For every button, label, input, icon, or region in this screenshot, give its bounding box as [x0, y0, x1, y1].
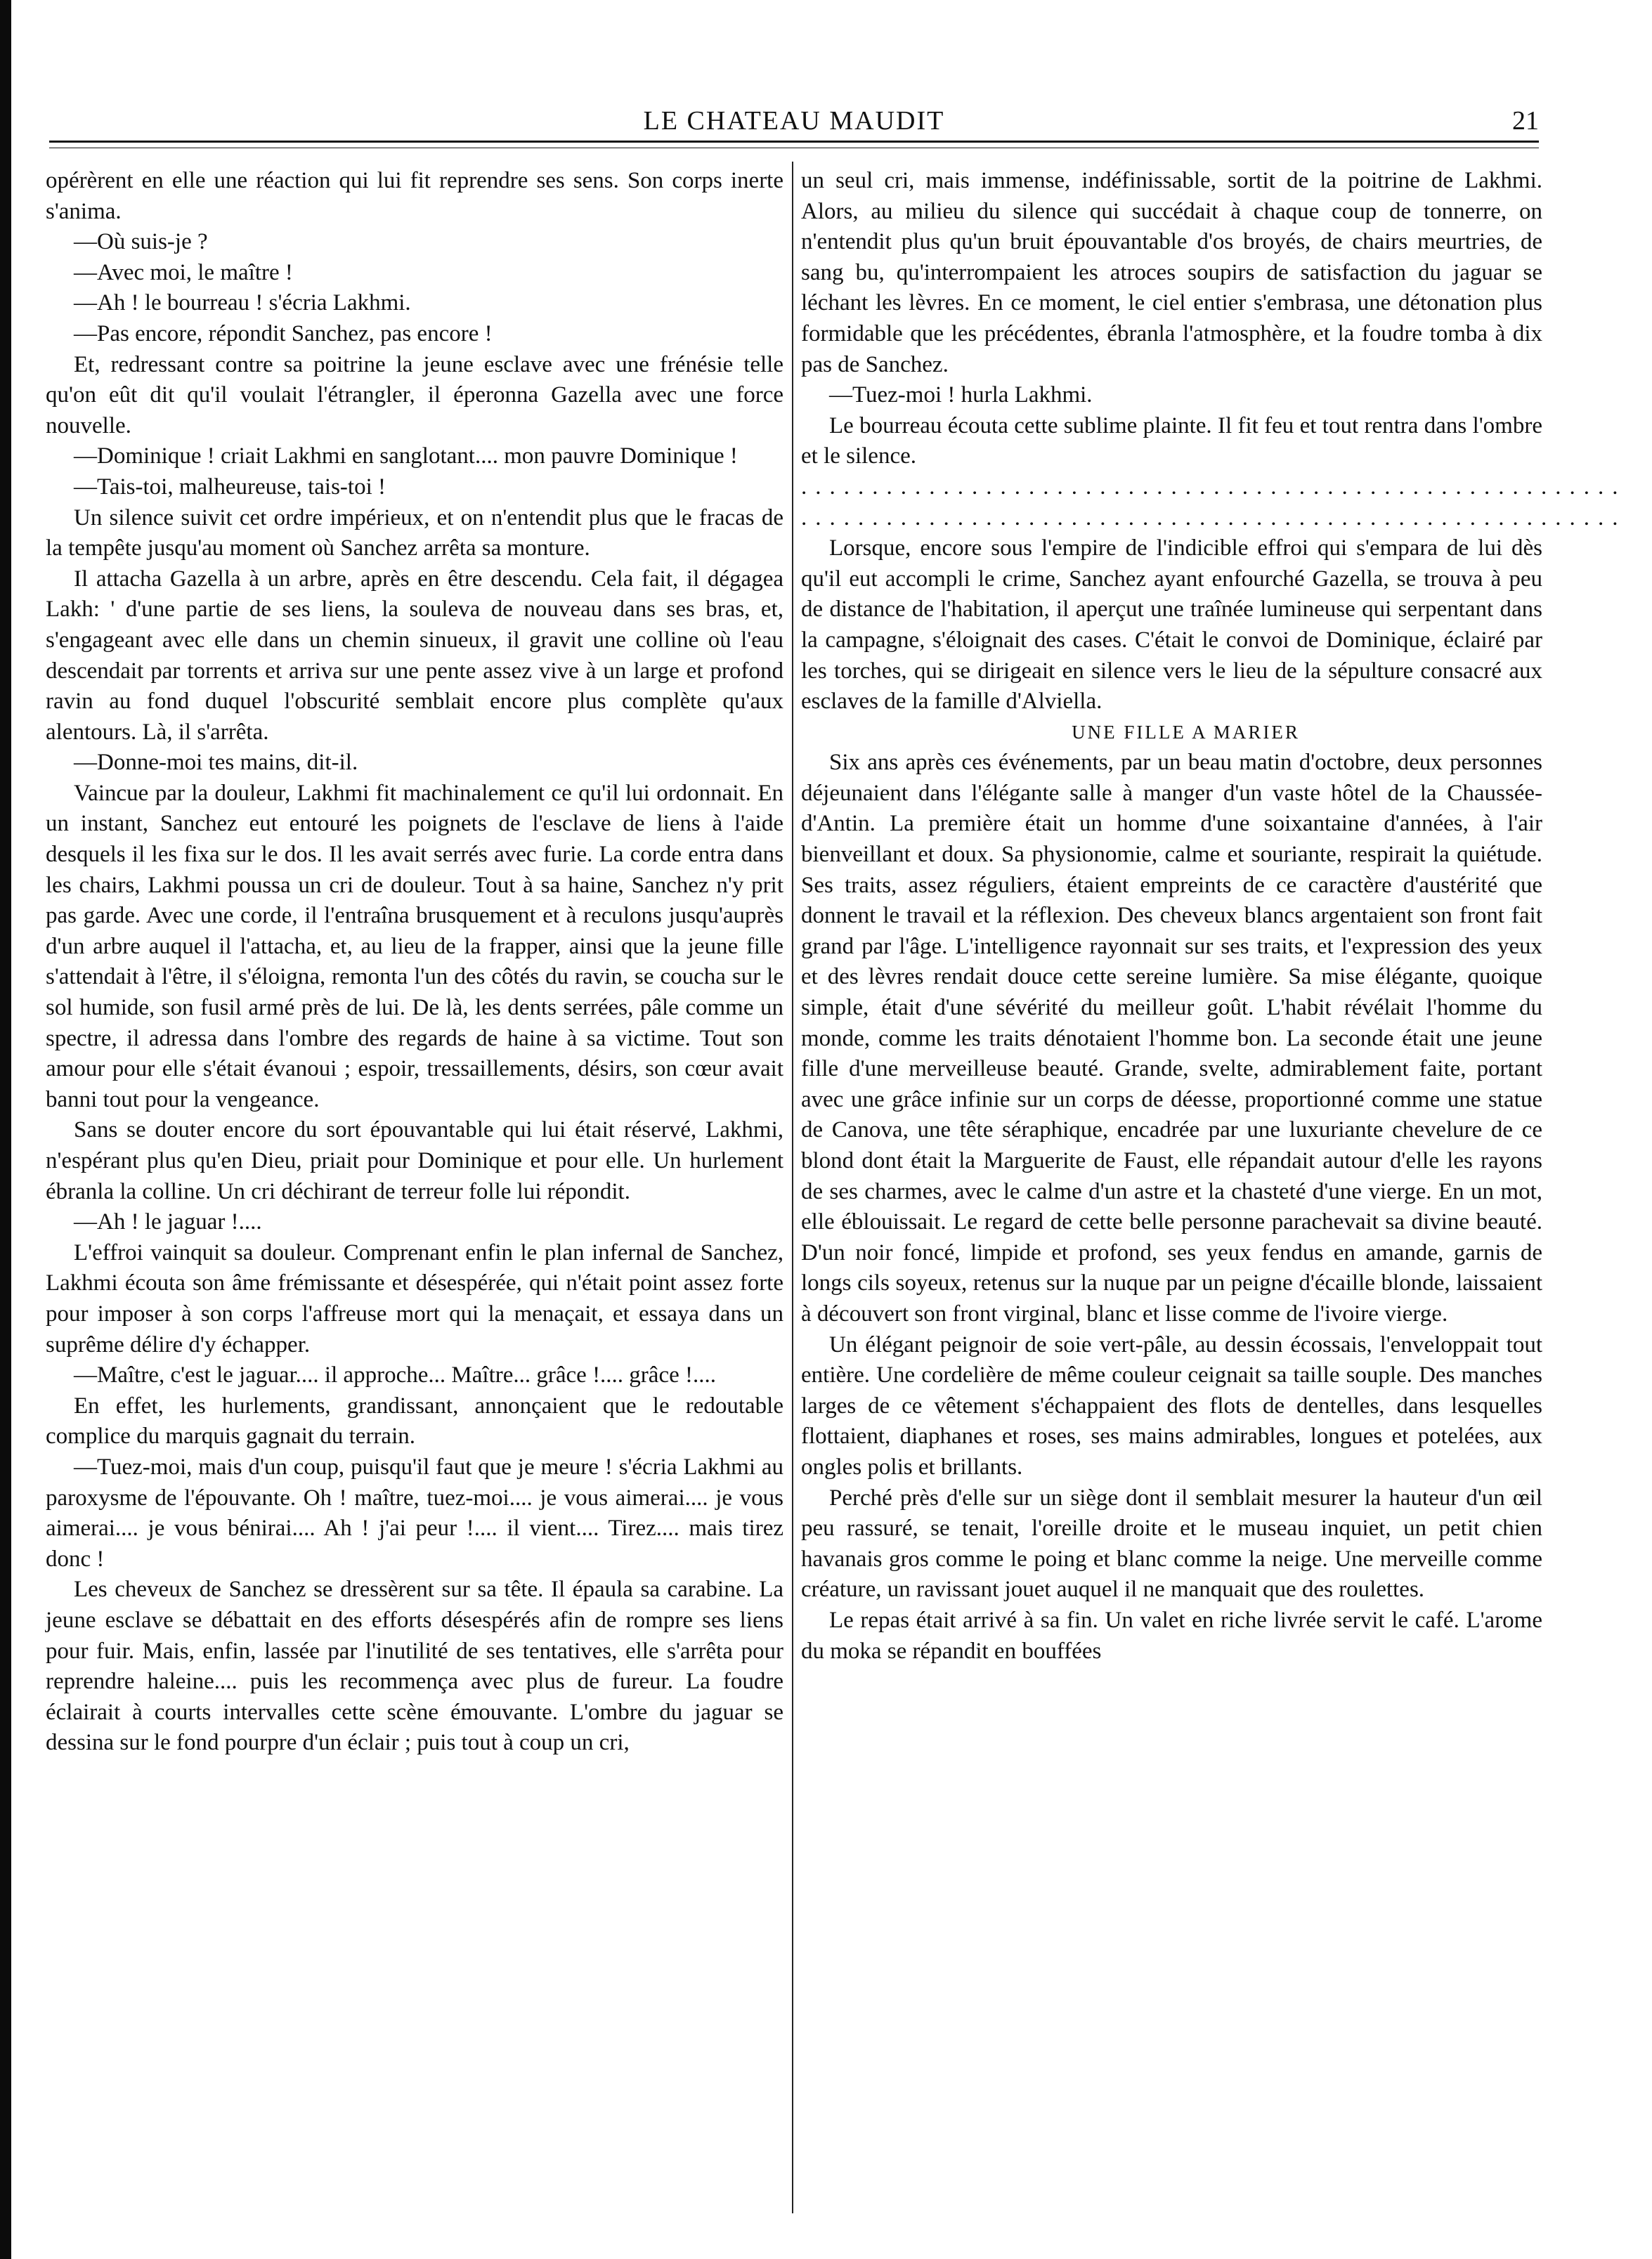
ellipsis-row: ..........................................................	[801, 504, 1627, 530]
paragraph: Il attacha Gazella à un arbre, après en être descendu. Cela fait, il dégagea Lakh: ' d'une partie de ses liens, la souleva de nouveau dans ses bras, et, s'engageant avec elle dans un chemin sinueux, il gravit une colline où l'eau descendait par torrents et arriva sur une pente assez vive à un large et profond ravin au fond duquel l'obscurité semblait encore plus complète qu'aux alentours. Là, il s'arrêta.	[46, 566, 783, 745]
paragraph: Sans se douter encore du sort épouvantable qui lui était réservé, Lakhmi, n'espérant plus qu'en Dieu, priait pour Dominique et pour elle. Un hurlement ébranla la colline. Un cri déchirant de terreur folle lui répondit.	[46, 1117, 783, 1204]
running-title: LE CHATEAU MAUDIT	[643, 106, 945, 136]
paragraph: opérèrent en elle une réaction qui lui fit reprendre ses sens. Son corps inerte s'anima.	[46, 168, 783, 224]
running-header	[49, 105, 1539, 134]
right-column	[801, 166, 1627, 1667]
paragraph: Vaincue par la douleur, Lakhmi fit machinalement ce qu'il lui ordonnait. En un instant, Sanchez eut entouré les poignets de l'esclave de liens à l'aide desquels il les fixa sur le dos. Il les avait serrés avec furie. La corde entra dans les chairs, Lakhmi poussa un cri de douleur. Tout à sa haine, Sanchez n'y prit pas garde. Avec une corde, il l'entraîna brusquement et à reculons jusqu'auprès d'un arbre auquel il l'attacha, et, au lieu de la frapper, ainsi que la jeune fille s'attendait à l'être, il s'éloigna, remonta l'un des côtés du ravin, se coucha sur le sol humide, son fusil armé près de lui. De là, les dents serrées, pâle comme un spectre, il adressa dans l'ombre des regards de haine à sa victime. Tout son amour pour elle s'était évanoui ; espoir, tressaillements, désirs, son cœur avait banni tout pour la vengeance.	[46, 780, 783, 1112]
paragraph: un seul cri, mais immense, indéfinissable, sortit de la poitrine de Lakhmi. Alors, au milieu du silence qui succédait à chaque coup de tonnerre, on n'entendit plus qu'un bruit épouvantable d'os broyés, de chairs meurtries, de sang bu, qu'interrompaient les atroces soupirs de satisfaction du jaguar se léchant les lèvres. En ce moment, le ciel entier s'embrasa, une détonation plus formidable que les précédentes, ébranla l'atmosphère, et la foudre tomba à dix pas de Sanchez.	[801, 168, 1542, 377]
paragraph: Perché près d'elle sur un siège dont il semblait mesurer la hauteur d'un œil peu rassuré, se tenait, l'oreille droite et le museau inquiet, un petit chien havanais gros comme le poing et blanc comme la neige. Une merveille comme créature, un ravissant jouet auquel il ne manquait que des roulettes.	[801, 1485, 1542, 1603]
paragraph: Les cheveux de Sanchez se dressèrent sur sa tête. Il épaula sa carabine. La jeune esclave se débattait en des efforts désespérés afin de rompre ses liens pour fuir. Mais, enfin, lassée par l'inutilité de ses tentatives, elle s'arrêta pour reprendre haleine.... puis les recommença avec plus de fureur. La foudre éclairait à courts intervalles cette scène émouvante. L'ombre du jaguar se dessina sur le fond pourpre d'un éclair ; puis tout à coup un cri,	[46, 1577, 783, 1756]
ellipsis-row: ..........................................................	[801, 474, 1627, 500]
header-rule-thick	[49, 141, 1539, 143]
page-number: 21	[1512, 106, 1539, 136]
paragraph: —Tuez-moi, mais d'un coup, puisqu'il faut que je meure ! s'écria Lakhmi au paroxysme de l'épouvante. Oh ! maître, tuez-moi.... je vous aimerai.... je vous aimerai.... je vous bénirai.... Ah ! j'ai peur !.... il vient.... Tirez.... mais tirez donc !	[46, 1454, 783, 1572]
paragraph: —Ah ! le jaguar !....	[74, 1209, 262, 1235]
paragraph: —Où suis-je ?	[74, 229, 208, 255]
paragraph: —Donne-moi tes mains, dit-il.	[74, 750, 358, 776]
paragraph: L'effroi vainquit sa douleur. Comprenant enfin le plan infernal de Sanchez, Lakhmi écouta son âme frémissante et désespérée, qui n'était point assez forte pour imposer à son corps l'affreuse mort qui la menaçait, et essaya dans un suprême délire d'y échapper.	[46, 1239, 783, 1358]
left-column	[46, 166, 783, 1759]
paragraph: Lorsque, encore sous l'empire de l'indicible effroi qui s'empara de lui dès qu'il eut accompli le crime, Sanchez ayant enfourché Gazella, se trouva à peu de distance de l'habitation, il aperçut une traînée lumineuse qui serpentant dans la campagne, s'éloignait des cases. C'était le convoi de Dominique, éclairé par les torches, qui se dirigeait en silence vers le lieu de la sépulture consacré aux esclaves de la famille d'Alviella.	[801, 535, 1542, 715]
paragraph: —Tuez-moi ! hurla Lakhmi.	[829, 382, 1093, 408]
paragraph: —Avec moi, le maître !	[74, 259, 293, 285]
section-title: UNE FILLE A MARIER	[1072, 721, 1300, 743]
paragraph: —Dominique ! criait Lakhmi en sanglotant.... mon pauvre Dominique !	[74, 443, 738, 469]
paragraph: Le bourreau écouta cette sublime plainte. Il fit feu et tout rentra dans l'ombre et le silence.	[801, 412, 1542, 469]
paragraph: Six ans après ces événements, par un beau matin d'octobre, deux personnes déjeunaient dans l'élégante salle à manger d'un vaste hôtel de la Chaussée-d'Antin. La première était un homme d'une soixantaine d'années, à l'air bienveillant et doux. Sa physionomie, calme et souriante, respirait la quiétude. Ses traits, assez réguliers, étaient empreints de ce caractère d'austérité que donnent le travail et la réflexion. Des cheveux blancs argentaient son front fait grand par l'âge. L'intelligence rayonnait sur ses traits, et l'expression des yeux et des lèvres rendait douce cette sereine lumière. Sa mise élégante, quoique simple, était d'une sévérité du meilleur goût. L'habit révélait l'homme du monde, comme les traits dénotaient l'homme bon. La seconde était une jeune fille d'une merveilleuse beauté. Grande, svelte, admirablement faite, portant avec une grâce infinie sur un corps de déesse, proportionné comme une statue de Canova, une tête séraphique, encadrée par une luxuriante chevelure de ce blond dont était la Marguerite de Faust, elle répandait autour d'elle les rayons de ses charmes, avec le calme d'un astre et la chasteté d'une vierge. En un mot, elle éblouissait. Le regard de cette belle personne parachevait sa divine beauté. D'un noir foncé, limpide et profond, ses yeux fendus en amande, garnis de longs cils soyeux, retenus sur la nuque par un peigne d'écaille blonde, laissaient à découvert son front virginal, blanc et lisse comme de l'ivoire vierge.	[801, 750, 1542, 1327]
paragraph: —Ah ! le bourreau ! s'écria Lakhmi.	[74, 290, 411, 316]
paragraph: —Tais-toi, malheureuse, tais-toi !	[74, 474, 386, 500]
paragraph: En effet, les hurlements, grandissant, annonçaient que le redoutable complice du marquis gagnait du terrain.	[46, 1393, 783, 1450]
page-binding-edge	[0, 0, 11, 2259]
paragraph: —Pas encore, répondit Sanchez, pas encore !	[74, 320, 493, 346]
column-divider	[792, 162, 793, 2213]
paragraph: Et, redressant contre sa poitrine la jeune esclave avec une frénésie telle qu'on eût dit qu'il voulait l'étrangler, il éperonna Gazella avec une force nouvelle.	[46, 351, 783, 438]
paragraph: Un silence suivit cet ordre impérieux, et on n'entendit plus que le fracas de la tempête jusqu'au moment où Sanchez arrêta sa monture.	[46, 504, 783, 561]
paragraph: —Maître, c'est le jaguar.... il approche... Maître... grâce !.... grâce !....	[74, 1362, 716, 1388]
paragraph: Un élégant peignoir de soie vert-pâle, au dessin écossais, l'enveloppait tout entière. Une cordelière de même couleur ceignait sa taille souple. Des manches larges de ce vêtement s'échappaient des flots de dentelles, dans lesquelles flottaient, diaphanes et roses, ses mains admirables, longues et potelées, aux ongles polis et brillants.	[801, 1332, 1542, 1480]
paragraph: Le repas était arrivé à sa fin. Un valet en riche livrée servit le café. L'arome du moka se répandit en bouffées	[801, 1607, 1542, 1664]
